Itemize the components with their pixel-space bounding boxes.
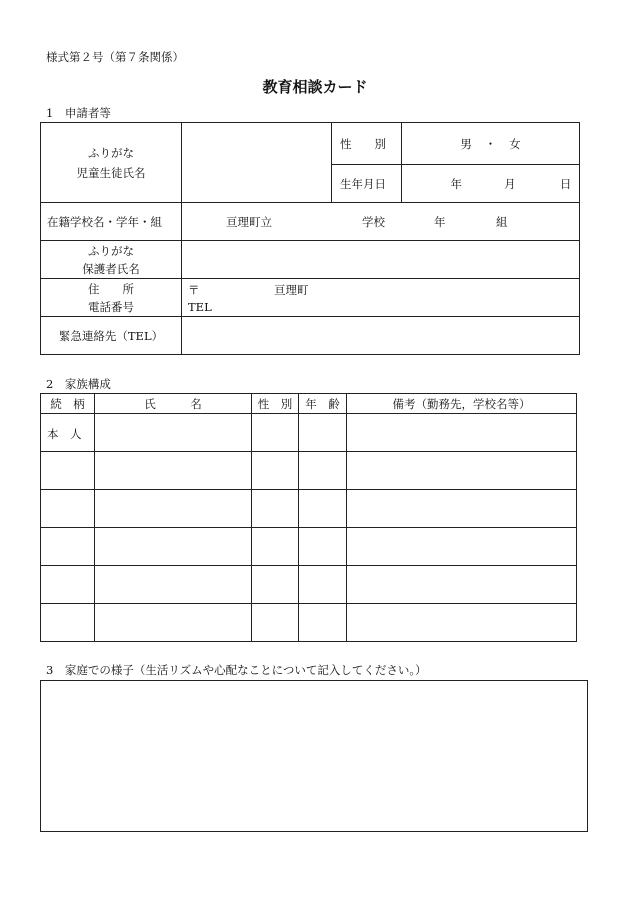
section2-heading: 2 家族構成 [46,377,111,391]
section3-heading: 3 家庭での様子（生活リズムや心配なことについて記入してください。） [46,663,427,677]
address-town: 亘理町 [274,282,309,297]
gender-field[interactable] [402,123,580,165]
student-name-field[interactable] [182,123,332,203]
family-gender-cell[interactable] [252,452,299,490]
page-title: 教育相談カード [262,78,368,96]
family-relation-cell[interactable] [41,604,95,642]
home-situation-field[interactable] [40,680,588,832]
student-name-label-cell [41,123,182,203]
gender-label: 性 別 [332,123,402,165]
address-label: 住 所 [88,281,134,296]
family-notes-cell[interactable] [347,604,577,642]
section1-heading: 1 申請者等 [46,106,111,120]
form-id: 様式第２号（第７条関係） [46,50,184,64]
guardian-furigana-label: ふりがな [88,243,134,258]
guardian-label-cell [41,241,182,279]
family-age-cell[interactable] [299,452,347,490]
school-word: 学校 [362,214,385,229]
dob-field[interactable] [402,165,580,203]
tel-prefix: TEL [188,299,212,314]
family-name-cell[interactable] [95,490,252,528]
address-field[interactable] [182,279,580,317]
furigana-label: ふりがな [88,145,134,160]
emergency-field[interactable] [182,317,580,355]
family-notes-cell[interactable] [347,490,577,528]
family-relation-cell[interactable] [41,566,95,604]
header-gender: 性 別 [252,394,299,414]
dob-label: 生年月日 [332,165,402,203]
student-name-label: 児童生徒氏名 [76,165,146,180]
grade-word: 年 [434,214,446,229]
school-label: 在籍学校名・学年・組 [41,203,182,241]
family-relation-cell[interactable] [41,452,95,490]
family-gender-cell[interactable] [252,604,299,642]
applicant-table [40,122,580,355]
family-gender-cell[interactable] [252,414,299,452]
family-notes-cell[interactable] [347,566,577,604]
family-notes-cell[interactable] [347,414,577,452]
gender-female[interactable]: 女 [509,136,521,151]
family-name-cell[interactable] [95,604,252,642]
family-name-cell[interactable] [95,528,252,566]
table-row [41,566,577,604]
family-name-cell[interactable] [95,452,252,490]
postal-mark: 〒 [188,282,200,297]
gender-separator: ・ [484,136,497,151]
class-word: 組 [496,214,508,229]
dob-year: 年 [450,176,462,191]
family-age-cell[interactable] [299,566,347,604]
address-label-cell [41,279,182,317]
table-row [41,490,577,528]
family-relation-cell[interactable] [41,528,95,566]
phone-label: 電話番号 [88,299,134,314]
family-notes-cell[interactable] [347,452,577,490]
family-name-cell[interactable] [95,414,252,452]
school-town: 亘理町立 [226,214,272,229]
header-relation: 続 柄 [41,394,95,414]
family-age-cell[interactable] [299,528,347,566]
relation-self: 本 人 [41,414,95,452]
family-notes-cell[interactable] [347,528,577,566]
header-notes: 備考（勤務先，学校名等） [347,394,577,414]
family-age-cell[interactable] [299,604,347,642]
table-row [41,604,577,642]
family-name-cell[interactable] [95,566,252,604]
table-row [41,452,577,490]
family-gender-cell[interactable] [252,566,299,604]
header-name: 氏 名 [95,394,252,414]
school-field[interactable] [182,203,580,241]
family-age-cell[interactable] [299,414,347,452]
family-gender-cell[interactable] [252,490,299,528]
header-age: 年 齢 [299,394,347,414]
dob-month: 月 [504,176,516,191]
family-table [40,393,577,642]
guardian-name-label: 保護者氏名 [82,261,140,276]
gender-male[interactable]: 男 [460,136,472,151]
family-relation-cell[interactable] [41,490,95,528]
table-row [41,528,577,566]
family-age-cell[interactable] [299,490,347,528]
table-row [41,414,577,452]
dob-day: 日 [559,176,572,191]
emergency-label: 緊急連絡先（TEL） [41,317,182,355]
family-gender-cell[interactable] [252,528,299,566]
guardian-name-field[interactable] [182,241,580,279]
